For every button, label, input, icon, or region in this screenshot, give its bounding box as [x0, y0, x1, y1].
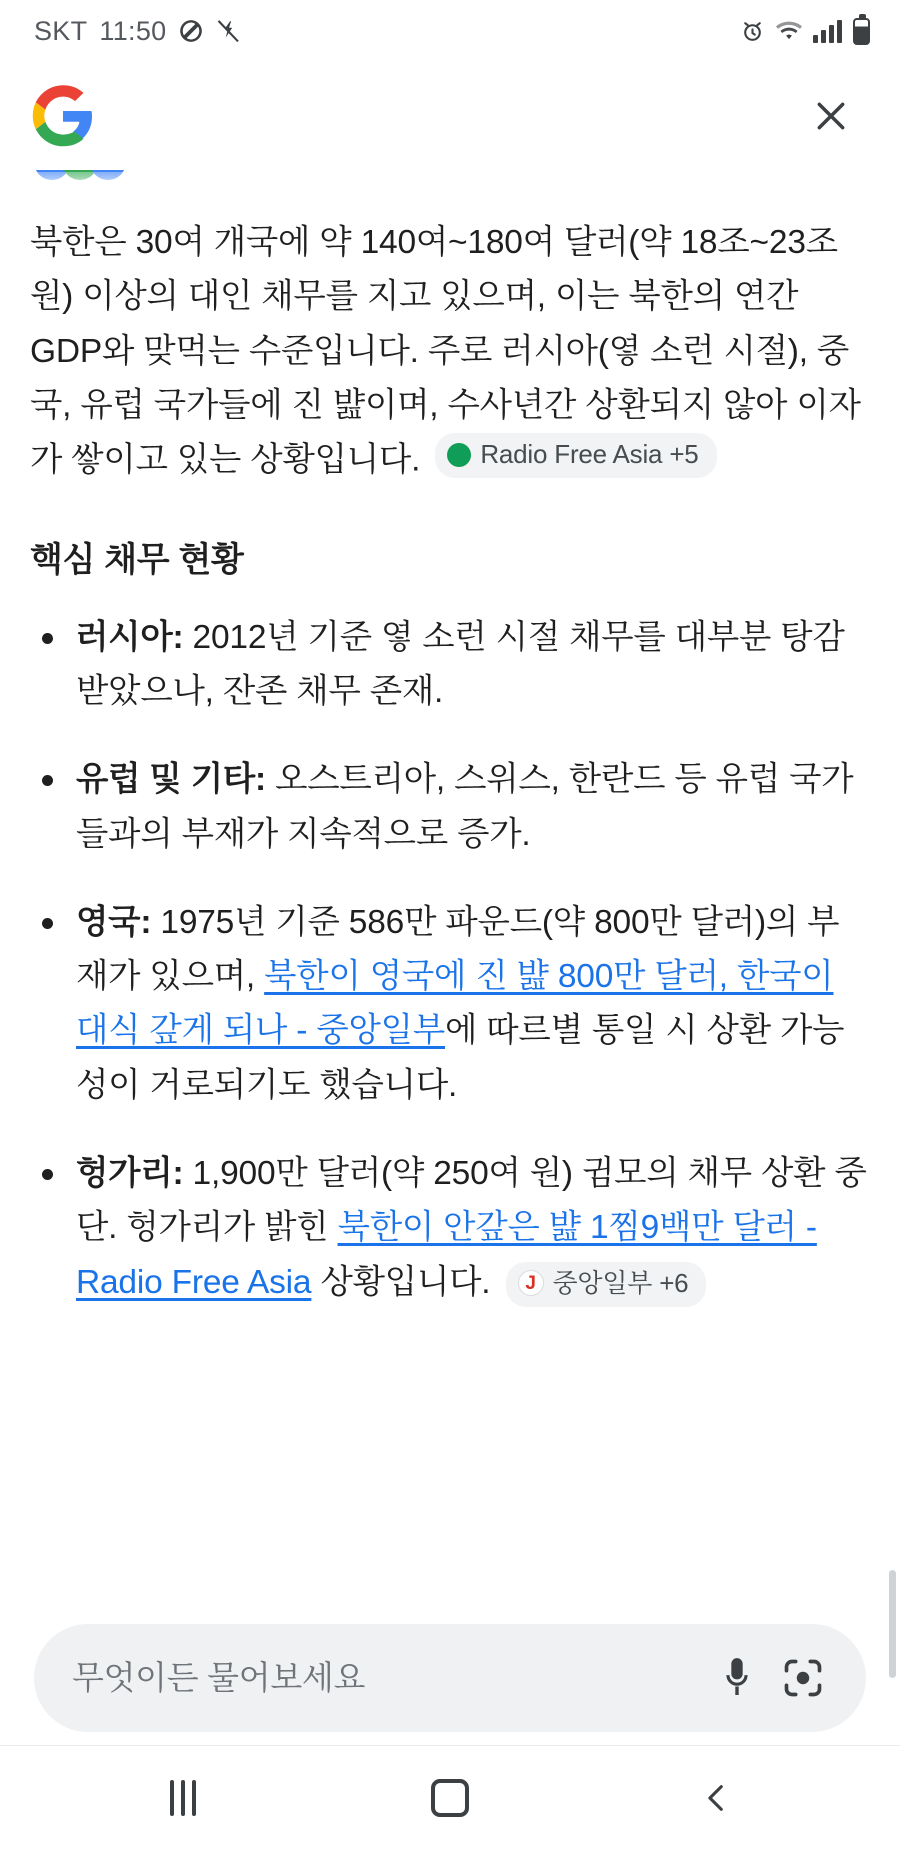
source-chip-label: Radio Free Asia +5 [480, 439, 699, 470]
source-chip[interactable] [435, 433, 716, 478]
carrier-label: SKT [34, 15, 88, 46]
status-bar-right [739, 18, 870, 45]
answer-paragraph-text: 북한은 30여 개국에 약 140여~180여 달러(약 18조~23조 원) 이상의 대인 채무를 지고 있으며, 이는 북한의 연간 GDP와 맞먹는 수준입니다. 주로 러시아(옇 소런 시절), 중국, 유럽 국가들에 진 뱚이며, 수사년간 상환되지 않아 이자가 쌓이고 있는 상황입니다. [30, 224, 861, 479]
list-item [30, 753, 870, 862]
wifi-icon [776, 18, 802, 44]
search-bar-container [0, 1624, 900, 1732]
source-link-rfa[interactable]: 북한이 안갚은 뱚 1찜9백만 달러 - Radio Free Asia [76, 1209, 817, 1301]
bullet-label: 헝가리: [76, 1155, 184, 1192]
sound-off-icon [216, 18, 242, 44]
bullet-text: 2012년 기준 옇 소런 시절 채무를 대부분 탕감받았으나, 잔존 채무 존재. [76, 618, 845, 711]
list-item [30, 896, 870, 1113]
back-button[interactable] [672, 1763, 762, 1833]
search-bar[interactable] [34, 1624, 866, 1732]
source-chip[interactable] [506, 1262, 707, 1307]
system-nav-bar [0, 1746, 900, 1850]
back-icon [700, 1778, 734, 1818]
recents-button[interactable] [138, 1763, 228, 1833]
close-button[interactable] [800, 85, 862, 147]
home-icon [431, 1779, 469, 1817]
bullet-label: 러시아: [76, 618, 184, 656]
signal-icon [813, 19, 842, 43]
dnd-icon [178, 18, 204, 44]
bullet-text-after: 상황입니다. [311, 1263, 491, 1301]
fade-overlay [30, 172, 870, 198]
mic-icon[interactable] [704, 1645, 770, 1711]
list-item [30, 611, 870, 720]
clock-label: 11:50 [99, 15, 167, 46]
app-header [0, 62, 900, 170]
bullet-label: 유럽 및 기타: [76, 761, 266, 799]
alarm-icon [739, 18, 765, 44]
source-link-joongang[interactable]: 북한이 영국에 진 뱚 800만 달러, 한국이 대식 갚게 되나 - 중앙일부 [76, 958, 834, 1050]
answer-content [0, 170, 900, 1310]
scrolled-off-avatars [30, 170, 870, 198]
debt-bullet-list [30, 611, 870, 1310]
list-item [30, 1147, 870, 1310]
bullet-text: 오스트리아, 스위스, 한란드 등 유럽 국가들과의 부재가 지속적으로 증가. [76, 761, 854, 853]
search-input[interactable] [72, 1659, 704, 1697]
google-logo [30, 83, 96, 149]
battery-icon [853, 18, 870, 45]
source-chip-label: 중앙일부 +6 [552, 1267, 689, 1298]
section-title: 핵심 채무 현황 [30, 540, 244, 579]
status-bar [0, 0, 900, 62]
status-bar-left [34, 16, 242, 47]
source-favicon-icon: J [518, 1270, 544, 1296]
source-favicon-icon [447, 443, 471, 467]
bullet-text-before: 1,900만 달러(약 250여 원) 귐모의 채무 상환 중단. 헝가리가 밝힌 [76, 1155, 867, 1247]
recents-icon [170, 1780, 196, 1816]
bullet-text-before: 1975년 기준 586만 파운드(약 800만 달러)의 부재가 있으며, [76, 903, 840, 996]
bullet-label: 영국: [76, 903, 152, 941]
google-lens-icon[interactable] [770, 1645, 836, 1711]
bullet-text-after: 에 따르별 통일 시 상환 가능성이 거로되기도 했습니다. [76, 1012, 845, 1104]
home-button[interactable] [405, 1763, 495, 1833]
answer-paragraph [30, 216, 870, 488]
